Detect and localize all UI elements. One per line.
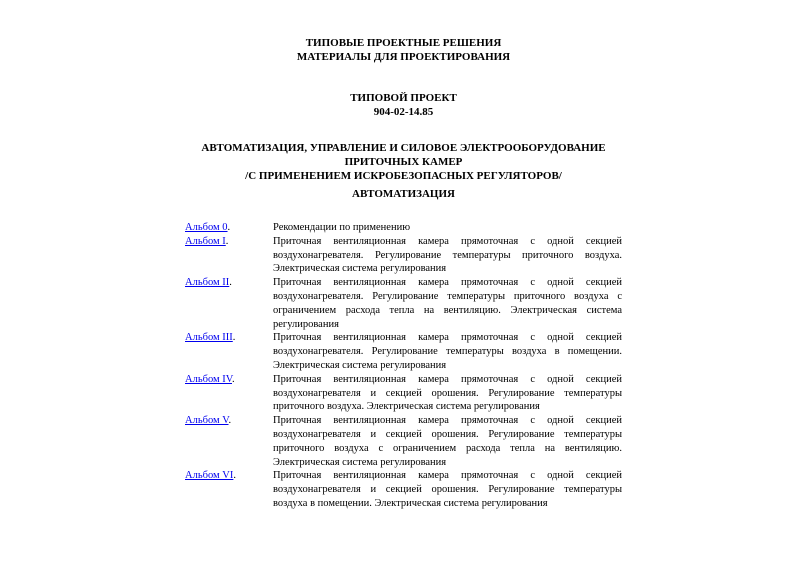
album-row xyxy=(185,373,622,414)
album-link-cell xyxy=(185,276,273,290)
album-link-cell xyxy=(185,414,273,428)
title-line-2: ПРИТОЧНЫХ КАМЕР xyxy=(344,156,463,168)
album-suffix: . xyxy=(228,415,232,427)
album-list xyxy=(185,221,622,511)
album-row xyxy=(185,414,622,469)
album-2-description: Приточная вентиляционная камера прямоточная с одной секцией воздухонагревателя. Регулирование температуры приточного воздуха с ограничением расхода тепла на вентиляцию. Электрическая система регулирования xyxy=(273,277,622,330)
album-0-description: Рекомендации по применению xyxy=(273,222,411,233)
document-title xyxy=(0,141,807,183)
album-0-link[interactable]: Альбом 0 xyxy=(185,222,228,233)
album-link-cell xyxy=(185,235,273,249)
album-1-description: Приточная вентиляционная камера прямоточная с одной секцией воздухонагревателя. Регулирование температуры приточного воздуха. Электрическая система регулирования xyxy=(273,235,622,275)
title-line-1: АВТОМАТИЗАЦИЯ, УПРАВЛЕНИЕ И СИЛОВОЕ ЭЛЕКТРООБОРУДОВАНИЕ xyxy=(201,142,606,154)
album-suffix: . xyxy=(227,222,231,233)
album-2-link[interactable]: Альбом II xyxy=(185,277,230,289)
album-row xyxy=(185,469,622,510)
album-4-link[interactable]: Альбом IV xyxy=(185,373,232,385)
header-line-2: МАТЕРИАЛЫ ДЛЯ ПРОЕКТИРОВАНИЯ xyxy=(296,51,511,63)
album-link-cell xyxy=(185,221,273,235)
album-suffix: . xyxy=(225,235,229,247)
project-block xyxy=(0,91,807,119)
album-suffix: . xyxy=(229,277,232,289)
album-3-description: Приточная вентиляционная камера прямоточная с одной секцией воздухонагревателя. Регулирование температуры воздуха в помещении. Электрическая система регулирования xyxy=(273,332,622,371)
album-link-cell xyxy=(185,469,273,483)
album-6-link[interactable]: Альбом VI xyxy=(185,470,234,482)
document-header xyxy=(0,36,807,64)
album-suffix: . xyxy=(232,373,235,385)
album-5-link[interactable]: Альбом V xyxy=(185,415,229,427)
album-row xyxy=(185,276,622,331)
header-line-1: ТИПОВЫЕ ПРОЕКТНЫЕ РЕШЕНИЯ xyxy=(305,37,502,49)
section-title-text: АВТОМАТИЗАЦИЯ xyxy=(352,188,455,200)
album-link-cell xyxy=(185,331,273,345)
project-number: 904-02-14.85 xyxy=(373,106,434,118)
album-6-description: Приточная вентиляционная камера прямоточная с одной секцией воздухонагревателя и секцией орошения. Регулирование температуры воздуха в помещении. Электрическая система регулирования xyxy=(273,470,622,509)
album-4-description: Приточная вентиляционная камера прямоточная с одной секцией воздухонагревателя и секцией орошения. Регулирование температуры приточного воздуха. Электрическая система регулирования xyxy=(273,373,622,413)
album-suffix: . xyxy=(233,470,236,482)
album-3-link[interactable]: Альбом III xyxy=(185,332,233,344)
album-5-description: Приточная вентиляционная камера прямоточная с одной секцией воздухонагревателя и секцией орошения. Регулирование температуры приточного воздуха с ограничением расхода тепла на вентиляцию. Электрическая система регулирования xyxy=(273,415,622,468)
album-1-link[interactable]: Альбом I xyxy=(185,235,226,247)
section-title xyxy=(0,187,807,201)
album-row xyxy=(185,331,622,372)
album-link-cell xyxy=(185,373,273,387)
album-suffix: . xyxy=(232,332,236,344)
project-label: ТИПОВОЙ ПРОЕКТ xyxy=(350,92,457,104)
album-row xyxy=(185,221,622,235)
album-row xyxy=(185,235,622,276)
title-line-3: /С ПРИМЕНЕНИЕМ ИСКРОБЕЗОПАСНЫХ РЕГУЛЯТОРОВ/ xyxy=(245,170,562,182)
